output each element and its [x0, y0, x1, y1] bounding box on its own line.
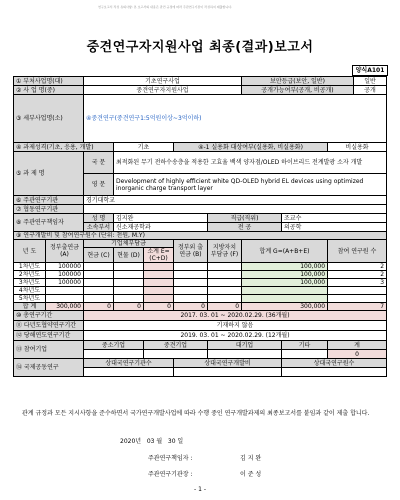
total-cell: 300,000 — [242, 303, 328, 311]
subtotal-cell: 0 — [144, 303, 174, 311]
nature-label: ④ 과제성격(기초, 응용, 개발) — [14, 143, 114, 152]
head-signature-role: 주관연구기관장 : — [148, 471, 193, 478]
corp-fund-header: 기업체부담금 — [84, 240, 174, 248]
other-cell — [174, 287, 208, 295]
korean-title-value: 최적화된 무기 전하수송층을 적용한 고효율 백색 양자점/OLED 하이브리드 전계발광 소자 개발 — [114, 152, 387, 174]
intl-value — [282, 368, 387, 377]
project-label: ② 사 업 명(중) — [14, 86, 84, 95]
cash-cell — [84, 263, 114, 271]
corp-cash-header: 현금 (C) — [84, 248, 114, 263]
multi-year-period-value: 기재하지 않음 — [84, 321, 387, 331]
date-day: 30 일 — [167, 438, 184, 445]
gov-cell — [46, 295, 84, 303]
header-notice: 연구보고서 작성 유의사항: 본 보고서의 내용은 관련 규정에 따라 주관연구기관이 작성하여 제출합니다. — [98, 5, 233, 9]
company-header: 계 — [328, 341, 387, 350]
company-value — [208, 350, 282, 359]
host-institution-value: 경기대학교 — [84, 196, 387, 205]
co-institution-label: ⑦ 협동연구기관 — [14, 205, 84, 214]
total-cell — [242, 287, 328, 295]
gov-cell: 100000 — [46, 279, 84, 287]
host-institution-label: ⑥ 주관연구기관 — [14, 196, 84, 205]
head-signature-name: 이 준 성 — [240, 471, 262, 478]
subtotal-cell — [144, 279, 174, 287]
people-cell — [328, 295, 387, 303]
other-cell — [174, 263, 208, 271]
inkind-cell — [114, 271, 144, 279]
current-period-value: 2019. 03. 01 ~ 2020.02.29. (12개월) — [84, 331, 387, 341]
pi-signature-role: 주관연구책임자 : — [148, 455, 193, 462]
ministry-value: 기초연구사업 — [84, 77, 242, 86]
other-fund-header: 정부외 출연금 (B) — [174, 240, 208, 263]
page-title: 중견연구자지원사업 최종(결과)보고서 — [86, 40, 314, 55]
subtotal-cell — [144, 287, 174, 295]
inkind-cell — [114, 287, 144, 295]
cash-cell — [84, 279, 114, 287]
subtotal-cell — [144, 263, 174, 271]
intl-value — [84, 368, 174, 377]
year-header: 년 도 — [14, 240, 46, 263]
year-cell: 5차년도 — [14, 295, 46, 303]
pi-dept-label: 소속부서 — [84, 223, 114, 232]
date-year: 2020년 — [120, 438, 142, 445]
english-title-value: Development of highly efficient white QD-OLED hybrid EL devices using optimized inorganic charge transport layer — [114, 174, 387, 196]
company-value — [144, 350, 208, 359]
year-cell: 4차년도 — [14, 287, 46, 295]
inkind-cell — [114, 263, 144, 271]
ministry-label: ① 부처사업명(대) — [14, 77, 84, 86]
detail-value: ④중견연구(중견연구1:5억원이상~3억이하) — [84, 95, 387, 143]
current-period-label: ⑫ 당해연도연구기간 — [14, 331, 84, 341]
company-header: 대기업 — [208, 341, 282, 350]
gov-cell — [46, 287, 84, 295]
pi-signature-name: 김 지 완 — [240, 455, 262, 462]
budget-total-row — [14, 303, 387, 311]
year-cell: 2차년도 — [14, 271, 46, 279]
other-cell — [174, 295, 208, 303]
co-institution-value — [84, 205, 387, 214]
year-cell: 합 계 — [14, 303, 46, 311]
report-form-table — [13, 76, 387, 377]
pi-major-label: 전 공 — [208, 223, 282, 232]
cash-cell — [84, 287, 114, 295]
cash-cell — [84, 271, 114, 279]
date-month: 03 월 — [146, 438, 163, 445]
people-cell: 7 — [328, 303, 387, 311]
intl-header: 상대국연구기관수 — [84, 359, 174, 368]
budget-row — [14, 263, 387, 271]
submission-date — [120, 436, 280, 445]
gov-cell: 100000 — [46, 271, 84, 279]
budget-section-label: ⑨ 연구개발비 및 참여연구원수 (단위: 천원, M.Y) — [14, 232, 387, 240]
company-value — [282, 350, 328, 359]
year-cell: 1차년도 — [14, 263, 46, 271]
corp-subtotal-header: 소계 E=(C+D) — [144, 248, 174, 263]
people-cell: 2 — [328, 263, 387, 271]
budget-row — [14, 271, 387, 279]
public-value: 공개 — [354, 86, 387, 95]
total-cell — [242, 295, 328, 303]
year-cell: 3차년도 — [14, 279, 46, 287]
other-cell — [174, 271, 208, 279]
cash-cell: 0 — [84, 303, 114, 311]
people-cell: 2 — [328, 271, 387, 279]
task-title-label: ⑤ 과 제 명 — [14, 152, 84, 196]
budget-row — [14, 287, 387, 295]
subtotal-cell — [144, 271, 174, 279]
gov-cell: 300,000 — [46, 303, 84, 311]
project-value: 중견연구자지원사업 — [84, 86, 242, 95]
inkind-cell: 0 — [114, 303, 144, 311]
other-cell — [174, 279, 208, 287]
other-cell: 0 — [174, 303, 208, 311]
gov-cell: 100000 — [46, 263, 84, 271]
subtotal-cell — [144, 295, 174, 303]
security-value: 일반 — [354, 77, 387, 86]
pi-major-value: 의공학 — [282, 223, 387, 232]
inkind-cell — [114, 295, 144, 303]
local-cell — [208, 295, 242, 303]
local-cell — [208, 279, 242, 287]
pi-dept-value: 신소재공학과 — [114, 223, 208, 232]
total-cell: 100,000 — [242, 279, 328, 287]
pi-position-value: 조교수 — [282, 214, 387, 223]
local-cell — [208, 271, 242, 279]
pi-name-value: 김지완 — [114, 214, 208, 223]
company-header: 중소기업 — [84, 341, 144, 350]
company-total-value: 0 — [328, 350, 387, 359]
pi-label: ⑧ 주관연구책임자 — [14, 214, 84, 232]
local-fund-header: 지방자치 부담금 (F) — [208, 240, 242, 263]
total-period-value: 2017. 03. 01 ~ 2020.02.29. (36개월) — [84, 311, 387, 321]
page-number: - 1 - — [194, 486, 206, 493]
budget-row — [14, 295, 387, 303]
intl-label: ⑭ 국제공동연구 — [14, 359, 84, 377]
company-header: 중견기업 — [144, 341, 208, 350]
gov-fund-header: 정부출연금 (A) — [46, 240, 84, 263]
inkind-cell — [114, 279, 144, 287]
pi-position-label: 직급(직위) — [208, 214, 282, 223]
total-cell: 100,000 — [242, 263, 328, 271]
company-header: 기타 — [282, 341, 328, 350]
intl-header: 상대국연구개발비 — [174, 359, 282, 368]
public-label: 공개가능여부(공개, 비공개) — [242, 86, 354, 95]
companies-label: ⑬ 참여기업 — [14, 341, 84, 359]
people-cell — [328, 287, 387, 295]
commercial-label: ④-1 실용화 대상여부(실용화, 비실용화) — [174, 143, 328, 152]
intl-header: 상대국연구원수 — [282, 359, 387, 368]
people-cell: 3 — [328, 279, 387, 287]
budget-row — [14, 279, 387, 287]
declaration-text: 관계 규정과 모든 지시사항을 준수하면서 국가연구개발사업에 따라 수행 중인 연구개발과제의 최종보고서를 붙임과 같이 제출 합니다. — [22, 410, 370, 417]
detail-label: ③ 세부사업명(소) — [14, 95, 84, 143]
korean-title-label: 국 문 — [84, 152, 114, 174]
local-cell — [208, 287, 242, 295]
cash-cell — [84, 295, 114, 303]
total-cell: 100,000 — [242, 271, 328, 279]
corp-inkind-header: 현물 (D) — [114, 248, 144, 263]
total-period-label: ⑩ 총연구기간 — [14, 311, 84, 321]
intl-value — [174, 368, 282, 377]
total-fund-header: 합계 G=(A+B+E) — [242, 240, 328, 263]
local-cell — [208, 263, 242, 271]
form-number-badge: 양식A101 — [352, 65, 388, 76]
commercial-value: 비실용화 — [328, 143, 387, 152]
multi-year-period-label: ⑪ 다년도협약연구기간 — [14, 321, 84, 331]
researcher-count-header: 참여 연구원 수 — [328, 240, 387, 263]
security-label: 보안등급(보안, 일반) — [242, 77, 354, 86]
pi-name-label: 성 명 — [84, 214, 114, 223]
english-title-label: 영 문 — [84, 174, 114, 196]
local-cell: 0 — [208, 303, 242, 311]
company-value — [84, 350, 144, 359]
nature-value: 기초 — [114, 143, 174, 152]
